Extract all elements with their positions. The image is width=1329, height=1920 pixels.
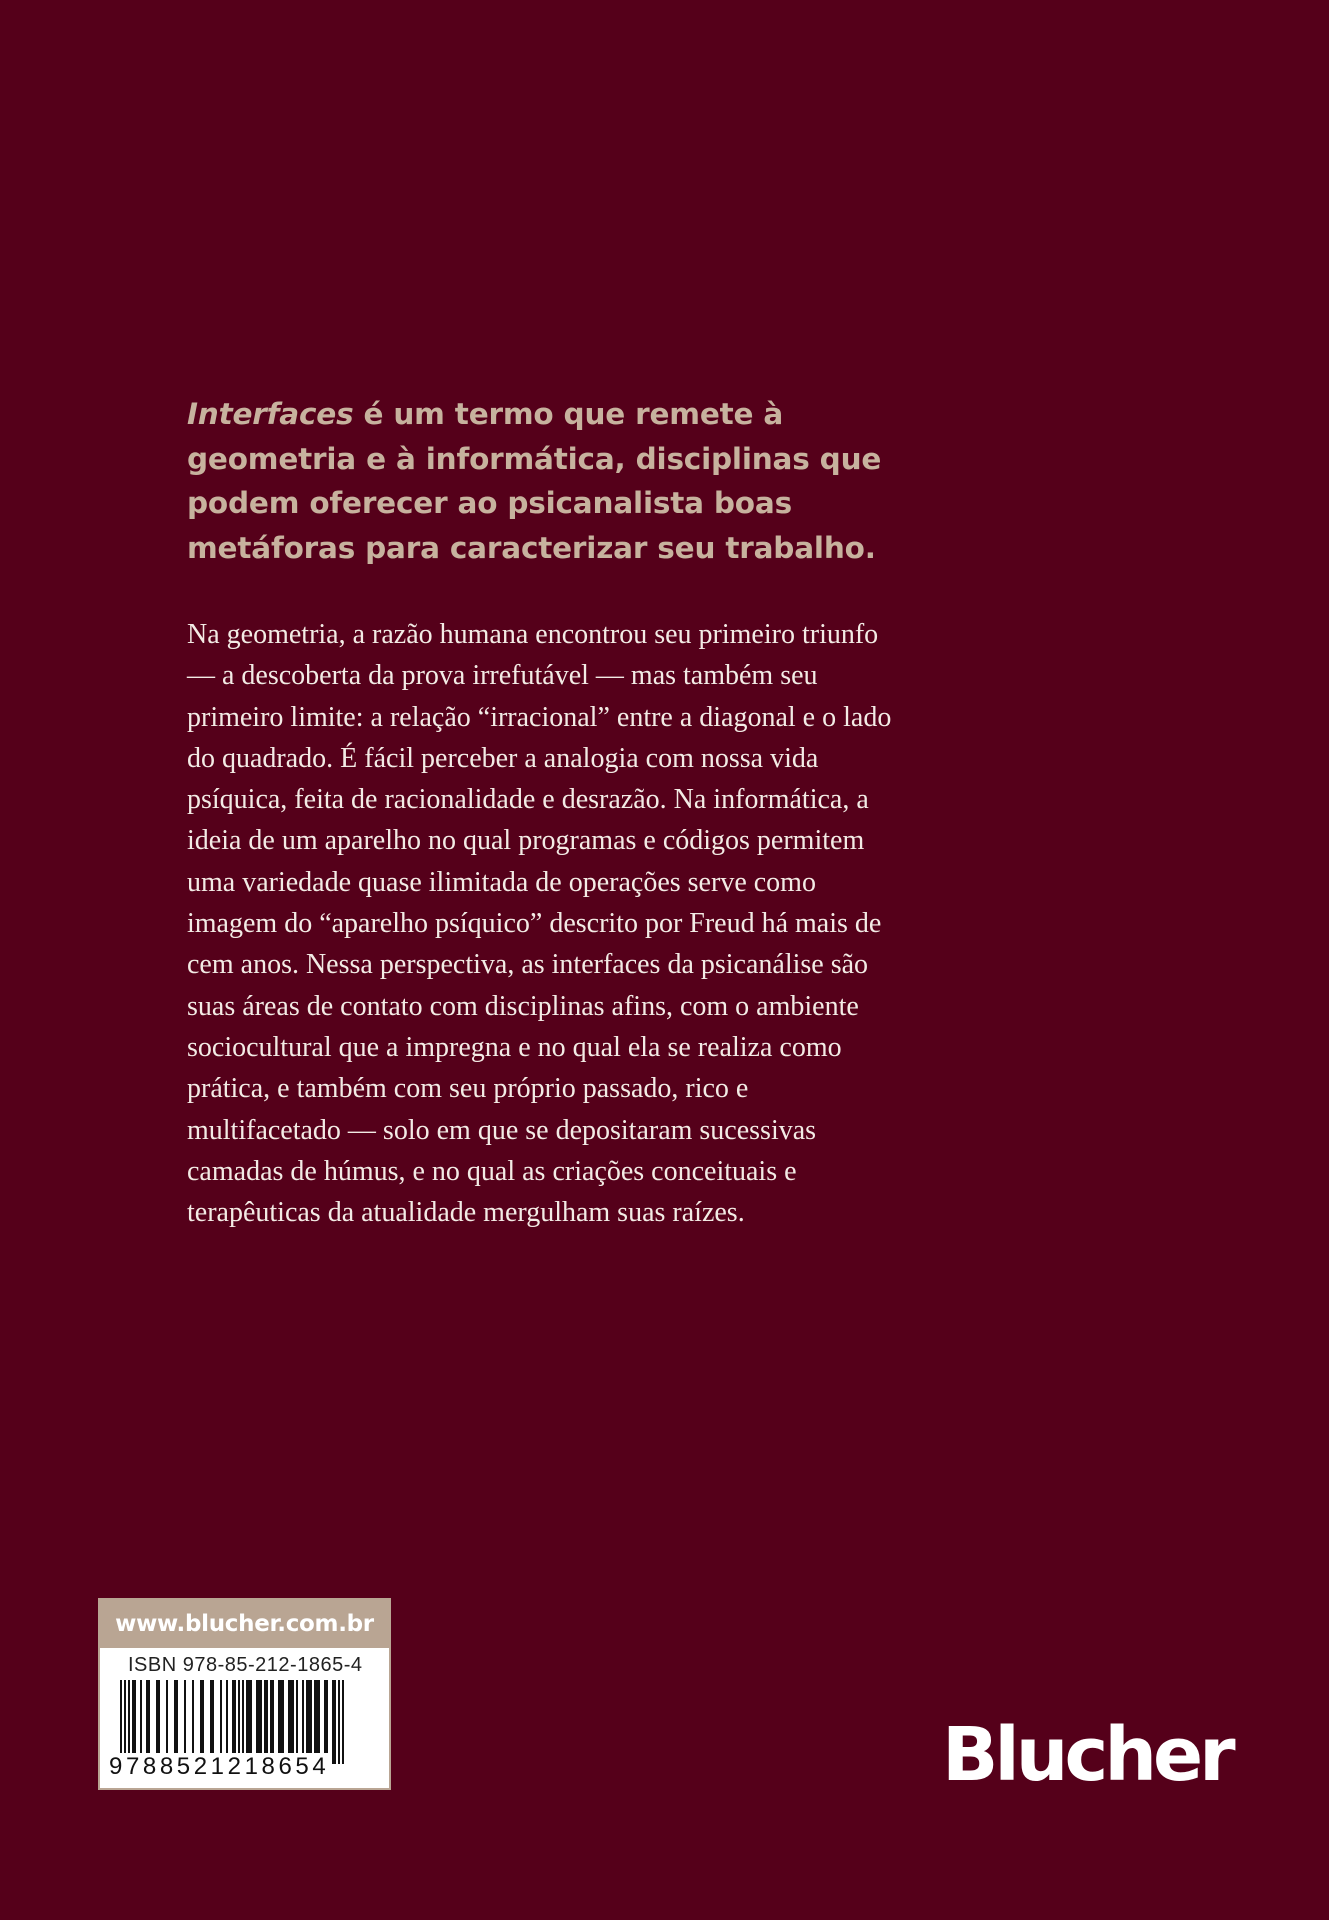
barcode-bar [184,1680,186,1764]
barcode-bar [242,1680,244,1764]
publisher-url: www.blucher.com.br [100,1600,389,1648]
barcode-bar [342,1680,344,1764]
body-paragraph: Na geometria, a razão humana encontrou seu primeiro triunfo — a descoberta da prova irrefutável — mas também seu primeiro limite: a relação “irracional” entre a diagonal e o lado do quadrado. É fácil perceber a analogia com nossa vida psíquica, feita de racionalidade e desrazão. Na informática, a ideia de um aparelho no qual programas e códigos permitem uma variedade quase ilimitada de operações serve como imagem do “aparelho psíquico” descrito por Freud há mais de cem anos. Nessa perspectiva, as interfaces da psicanálise são suas áreas de contato com disciplinas afins, com o ambiente sociocultural que a impregna e no qual ela se realiza como prática, e também com seu próprio passado, rico e multifacetado — solo em que se depositaram sucessivas camadas de húmus, e no qual as criações conceituais e terapêuticas da atualidade mergulham suas raízes. [187,619,892,1229]
barcode-bar [232,1680,236,1764]
barcode-bar [332,1680,336,1764]
lead-paragraph [187,392,907,570]
barcode-bar [338,1680,340,1764]
barcode-digits-text: 9788521218654 [109,1753,330,1780]
barcode-bar [302,1680,304,1764]
barcode-bar [200,1680,204,1764]
barcode-bar [128,1680,130,1764]
barcode-digits [108,1753,380,1781]
barcode-bar [256,1680,262,1764]
barcode-bar [140,1680,142,1764]
barcode-block [98,1598,391,1790]
barcode-bar [156,1680,160,1764]
barcode-bar [146,1680,150,1764]
barcode-bar [120,1680,122,1764]
barcode-bar [124,1680,126,1764]
publisher-logo: Blucher [942,1712,1232,1798]
barcode-bar [296,1680,298,1764]
barcode-bar [246,1680,252,1764]
barcode-bar [210,1680,214,1764]
barcode-bar [238,1680,240,1764]
barcode-bar [324,1680,328,1764]
barcode-bar [192,1680,194,1764]
lead-text: é um termo que remete à geometria e à informática, disciplinas que podem oferecer ao psicanalista boas metáforas para caracterizar seu trabalho. [187,397,882,565]
barcode-bar [288,1680,294,1764]
lead-title-word: Interfaces [187,397,354,431]
barcode-bar [314,1680,320,1764]
barcode-bar [270,1680,274,1764]
isbn-label: ISBN 978-85-212-1865-4 [128,1654,363,1676]
barcode-bar [132,1680,136,1764]
barcode-bar [220,1680,222,1764]
barcode-bar [174,1680,178,1764]
barcode-bar [278,1680,284,1764]
barcode-bar [306,1680,312,1764]
barcode-bar [264,1680,268,1764]
barcode-bar [166,1680,168,1764]
barcode-bars [116,1680,378,1764]
barcode-bar [226,1680,228,1764]
